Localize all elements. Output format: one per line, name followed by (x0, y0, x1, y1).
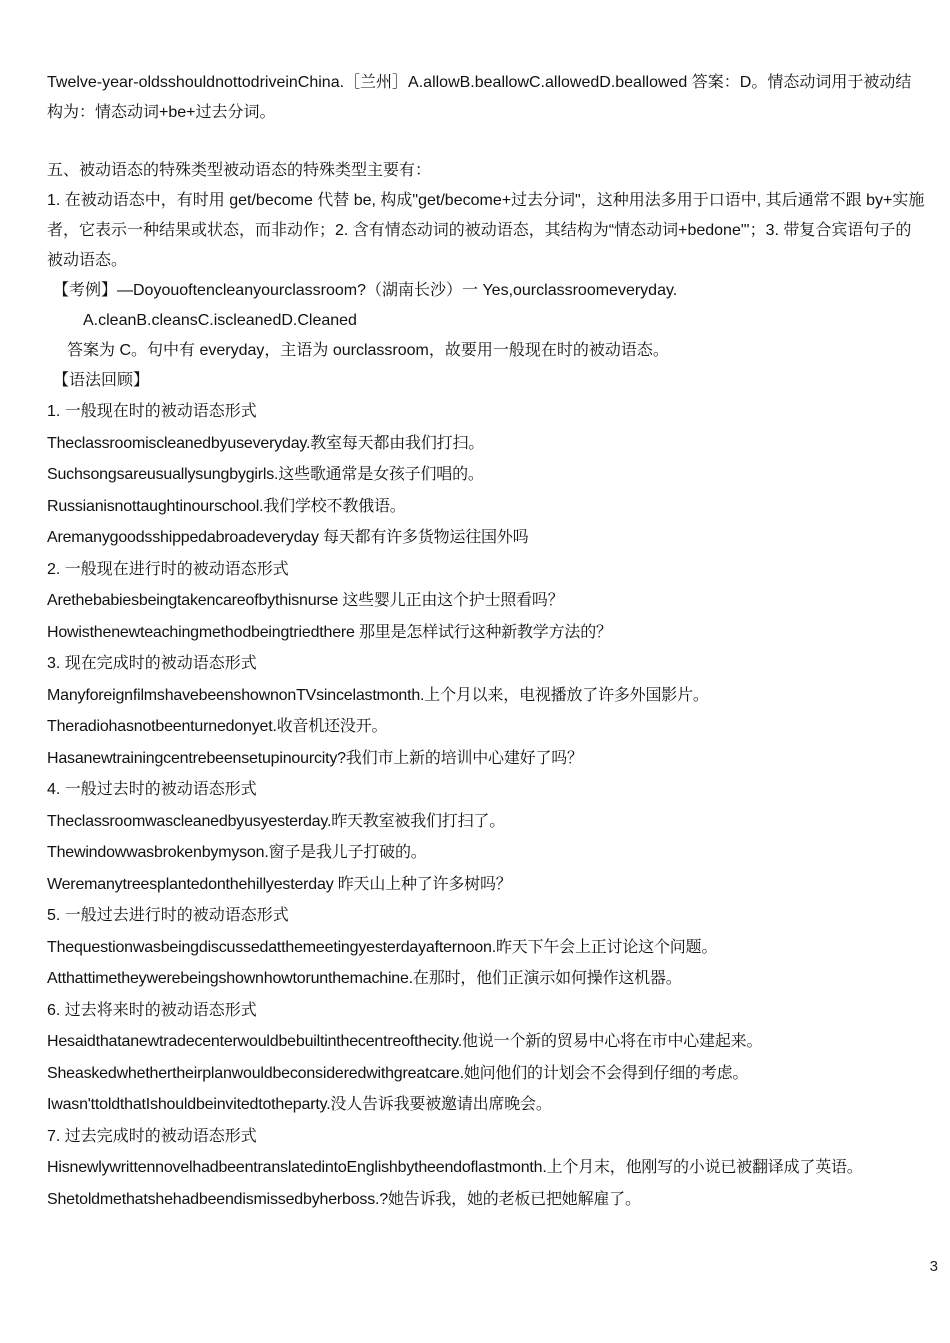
document-page (47, 68, 925, 1215)
group-heading: 3. 现在完成时的被动语态形式 (47, 655, 257, 672)
example-line: Weremanytreesplantedonthehillyesterday 昨天山上种了许多树吗？ (47, 875, 512, 893)
group-heading: 4. 一般过去时的被动语态形式 (47, 781, 257, 798)
group-heading: 7. 过去完成时的被动语态形式 (47, 1127, 257, 1145)
example-question: 【考例】—Doyouoftencleanyourclassroom?（湖南长沙）一 Yes,ourclassroomeveryday. (53, 282, 678, 299)
example-line: Arethebabiesbeingtakencareofbythisnurse 这些婴儿正由这个护士照看吗？ (47, 592, 564, 609)
example-line: Theradiohasnotbeenturnedonyet.收音机还没开。 (47, 718, 388, 735)
example-line: Atthattimetheywerebeingshownhowtorunthemachine.在那时，他们正演示如何操作这机器。 (47, 970, 682, 987)
group-3 (47, 648, 925, 774)
group-1 (47, 396, 925, 554)
example-line: Russianisnottaughtinourschool.我们学校不教俄语。 (47, 497, 406, 515)
example-options: A.cleanB.cleansC.iscleanedD.Cleaned (83, 312, 357, 329)
group-6 (47, 995, 925, 1121)
intro-paragraph: Twelve-year-oldsshouldnottodriveinChina.［兰州］A.allowB.beallowC.allowedD.beallowed 答案：D。情态动词用于被动结构为：情态动词+be+过去分词。 (47, 74, 912, 121)
example-line: ManyforeignfilmshavebeenshownonTVsincelastmonth.上个月以来，电视播放了许多外国影片。 (47, 686, 709, 704)
group-5 (47, 900, 925, 995)
example-line: Aremanygoodsshippedabroadeveryday 每天都有许多货物运往国外吗 (47, 529, 529, 546)
example-line: HisnewlywrittennovelhadbeentranslatedintoEnglishbytheendoflastmonth.上个月末，他刚写的小说已被翻译成了英语。 (47, 1159, 863, 1176)
section-title: 五、被动语态的特殊类型被动语态的特殊类型主要有： (47, 162, 432, 179)
group-heading: 1. 一般现在时的被动语态形式 (47, 403, 257, 420)
group-heading: 6. 过去将来时的被动语态形式 (47, 1001, 257, 1019)
example-answer: 答案为 C。句中有 everyday，主语为 ourclassroom，故要用一般现在时的被动语态。 (67, 342, 669, 359)
group-2 (47, 554, 925, 649)
group-heading: 5. 一般过去进行时的被动语态形式 (47, 907, 289, 924)
group-7 (47, 1121, 925, 1216)
example-line: Theclassroomwascleanedbyusyesterday.昨天教室被我们打扫了。 (47, 812, 505, 830)
example-line: Hesaidthatanewtradecenterwouldbebuiltinthecentreofthecity.他说一个新的贸易中心将在市中心建起来。 (47, 1033, 763, 1050)
example-line: Shetoldmethatshehadbeendismissedbyherboss.?她告诉我，她的老板已把她解雇了。 (47, 1190, 641, 1208)
review-title: 【语法回顾】 (53, 372, 150, 389)
example-line: Hasanewtrainingcentrebeensetupinourcity?我们市上新的培训中心建好了吗？ (47, 749, 583, 767)
example-line: Thequestionwasbeingdiscussedatthemeetingyesterdayafternoon.昨天下午会上正讨论这个问题。 (47, 938, 718, 956)
example-line: Suchsongsareusuallysungbygirls.这些歌通常是女孩子们唱的。 (47, 466, 484, 483)
example-line: Thewindowwasbrokenbymyson.窗子是我儿子打破的。 (47, 844, 427, 861)
example-line: Iwasn'ttoldthatIshouldbeinvitedtotheparty.没人告诉我要被邀请出席晚会。 (47, 1096, 552, 1113)
example-line: Howisthenewteachingmethodbeingtriedthere 那里是怎样试行这种新教学方法的？ (47, 623, 612, 641)
group-4 (47, 774, 925, 900)
section-body: 1. 在被动语态中，有时用 get/become 代替 be, 构成"get/become+过去分词"，这种用法多用于口语中, 其后通常不跟 by+实施者，它表示一种结果或状态，而非动作；2. 含有情态动词的被动语态，其结构为“情态动词+bedone"'；3. 带复合宾语句子的被动语态。 (47, 192, 925, 269)
group-heading: 2. 一般现在进行时的被动语态形式 (47, 560, 289, 578)
spacer (47, 128, 925, 156)
page-number: 3 (929, 1258, 938, 1275)
example-line: Sheaskedwhethertheirplanwouldbeconsideredwithgreatcare.她问他们的计划会不会得到仔细的考虑。 (47, 1064, 749, 1082)
example-line: Theclassroomiscleanedbyuseveryday.教室每天都由我们打扫。 (47, 434, 485, 452)
